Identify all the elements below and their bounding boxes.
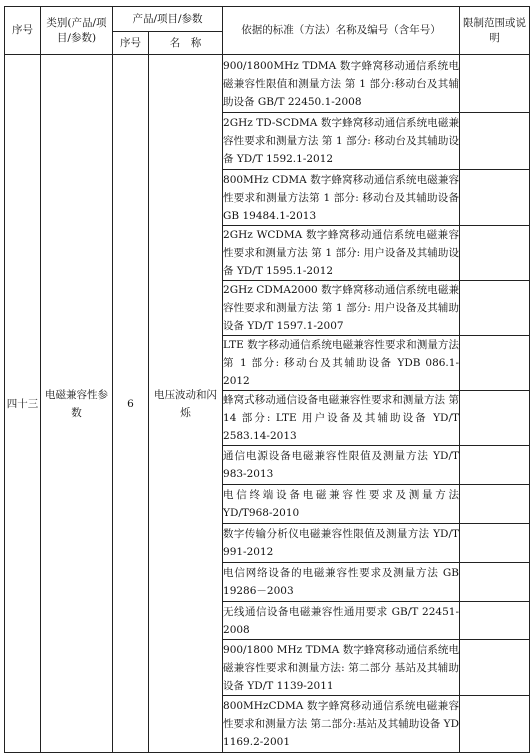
limit-cell	[460, 170, 530, 226]
limit-cell	[460, 391, 530, 446]
standard-entry: 800MHz CDMA 数字蜂窝移动通信系统电磁兼容性要求和测量方法第 1 部分: 移动台及其辅助设备 GB 19484.1-2013	[223, 170, 460, 226]
limit-cell	[460, 281, 530, 336]
header-product-no: 序号	[113, 32, 149, 55]
header-product-name: 名 称	[149, 32, 223, 55]
limit-cell	[460, 446, 530, 485]
header-seq: 序号	[5, 7, 41, 55]
standard-entry: 通信电源设备电磁兼容性限值及测量方法 YD/T 983-2013	[223, 446, 460, 485]
standard-entry: 无线通信设备电磁兼容性通用要求 GB/T 22451-2008	[223, 602, 460, 640]
header-standard: 依据的标准（方法）名称及编号（含年号）	[223, 7, 460, 55]
limit-cell	[460, 524, 530, 563]
standard-entry: 电信终端设备电磁兼容性要求及测量方法 YD/T968-2010	[223, 485, 460, 524]
row-item-no: 6	[113, 55, 149, 753]
limit-cell	[460, 640, 530, 696]
row-category: 电磁兼容性参数	[41, 55, 113, 753]
limit-cell	[460, 226, 530, 281]
standard-entry: 数字传输分析仪电磁兼容性限值及测量方法 YD/T 991-2012	[223, 524, 460, 563]
standard-entry: 2GHz WCDMA 数字蜂窝移动通信系统电磁兼容性要求和测量方法 第 1 部分: 用户设备及其辅助设备 YD/T 1595.1-2012	[223, 226, 460, 281]
standards-table	[4, 6, 530, 753]
limit-cell	[460, 55, 530, 113]
standard-entry: 2GHz TD-SCDMA 数字蜂窝移动通信系统电磁兼容性要求和测量方法 第 1 部分: 移动台及其辅助设备 YD/T 1592.1-2012	[223, 113, 460, 170]
standard-entry: 电信网络设备的电磁兼容性要求及测量方法 GB 19286－2003	[223, 563, 460, 602]
limit-cell	[460, 113, 530, 170]
header-category: 类别(产品/项目/参数)	[41, 7, 113, 55]
standard-entry: 蜂窝式移动通信设备电磁兼容性要求和测量方法 第 14 部分: LTE 用户设备及其辅助设备 YD/T 2583.14-2013	[223, 391, 460, 446]
header-limit: 限制范围或说明	[460, 7, 530, 55]
limit-cell	[460, 336, 530, 391]
limit-cell	[460, 602, 530, 640]
limit-cell	[460, 485, 530, 524]
standard-entry: 900/1800 MHz TDMA 数字蜂窝移动通信系统电磁兼容性要求和测量方法: 第二部分 基站及其辅助设备 YD/T 1139-2011	[223, 640, 460, 696]
header-product-group: 产品/项目/参数	[113, 7, 223, 32]
standard-entry: 800MHzCDMA 数字蜂窝移动通信系统电磁兼容性要求和测量方法 第二部分:基站及其辅助设备 YD 1169.2-2001	[223, 696, 460, 753]
row-seq: 四十三	[5, 55, 41, 753]
limit-cell	[460, 563, 530, 602]
limit-cell	[460, 696, 530, 753]
standard-entry: LTE 数字移动通信系统电磁兼容性要求和测量方法 第 1 部分: 移动台及其辅助设备 YDB 086.1-2012	[223, 336, 460, 391]
standard-entry: 2GHz CDMA2000 数字蜂窝移动通信系统电磁兼容性要求和测量方法 第 1 部分: 用户设备及其辅助设备 YD/T 1597.1-2007	[223, 281, 460, 336]
standard-entry: 900/1800MHz TDMA 数字蜂窝移动通信系统电磁兼容性限值和测量方法 第 1 部分:移动台及其辅助设备 GB/T 22450.1-2008	[223, 55, 460, 113]
row-item-name: 电压波动和闪烁	[149, 55, 223, 753]
